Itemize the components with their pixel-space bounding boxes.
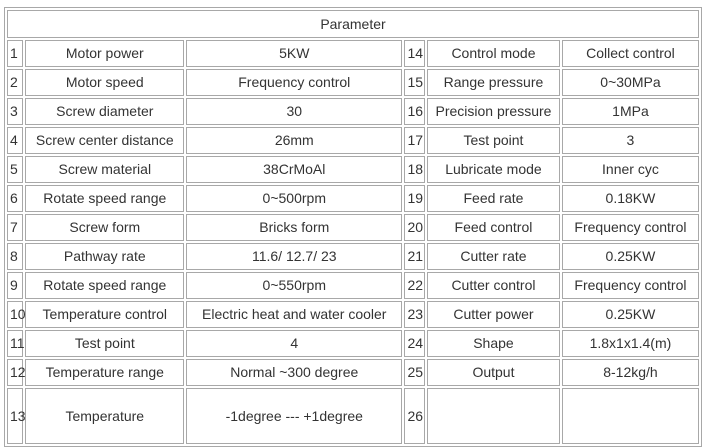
table-row	[7, 272, 699, 299]
param-label-left: Screw material	[25, 156, 184, 183]
param-value-left: Normal ~300 degree	[186, 359, 402, 386]
param-value-left: Electric heat and water cooler	[186, 301, 402, 328]
param-value-right: 0.18KW	[562, 185, 699, 212]
param-value-right: Inner cyc	[562, 156, 699, 183]
row-number-left: 3	[7, 98, 23, 125]
param-label-right: Feed rate	[427, 185, 560, 212]
table-row	[7, 127, 699, 154]
row-number-right: 25	[404, 359, 425, 386]
param-label-left: Screw form	[25, 214, 184, 241]
param-label-left: Motor speed	[25, 69, 184, 96]
param-value-right: 0~30MPa	[562, 69, 699, 96]
row-number-left: 6	[7, 185, 23, 212]
parameter-table	[4, 7, 702, 447]
param-value-left: 5KW	[186, 40, 402, 67]
param-value-left: 30	[186, 98, 402, 125]
table-row	[7, 156, 699, 183]
param-value-left: 0~550rpm	[186, 272, 402, 299]
param-label-right: Range pressure	[427, 69, 560, 96]
param-label-left: Pathway rate	[25, 243, 184, 270]
table-row	[7, 243, 699, 270]
row-number-right: 16	[404, 98, 425, 125]
table-row	[7, 214, 699, 241]
row-number-left: 7	[7, 214, 23, 241]
param-value-left: 26mm	[186, 127, 402, 154]
table-row	[7, 359, 699, 386]
param-value-left: 11.6/ 12.7/ 23	[186, 243, 402, 270]
param-value-right: 3	[562, 127, 699, 154]
param-label-right: Test point	[427, 127, 560, 154]
param-value-left: Bricks form	[186, 214, 402, 241]
param-label-left: Rotate speed range	[25, 185, 184, 212]
param-label-right: Output	[427, 359, 560, 386]
row-number-right: 21	[404, 243, 425, 270]
table-row	[7, 98, 699, 125]
param-value-right: Collect control	[562, 40, 699, 67]
row-number-right: 26	[404, 388, 425, 444]
row-number-right: 18	[404, 156, 425, 183]
row-number-right: 17	[404, 127, 425, 154]
param-value-right: Frequency control	[562, 272, 699, 299]
row-number-left: 12	[7, 359, 23, 386]
param-value-right	[562, 388, 699, 444]
param-label-right: Feed control	[427, 214, 560, 241]
row-number-right: 20	[404, 214, 425, 241]
row-number-left: 11	[7, 330, 23, 357]
row-number-left: 8	[7, 243, 23, 270]
row-number-right: 14	[404, 40, 425, 67]
table-row	[7, 40, 699, 67]
param-value-right: 1MPa	[562, 98, 699, 125]
row-number-right: 15	[404, 69, 425, 96]
row-number-left: 4	[7, 127, 23, 154]
param-value-left: 38CrMoAl	[186, 156, 402, 183]
param-value-right: 8-12kg/h	[562, 359, 699, 386]
param-label-right: Cutter power	[427, 301, 560, 328]
table-row	[7, 330, 699, 357]
table-row	[7, 301, 699, 328]
param-label-right: Control mode	[427, 40, 560, 67]
param-value-left: -1degree --- +1degree	[186, 388, 402, 444]
row-number-left: 5	[7, 156, 23, 183]
row-number-right: 24	[404, 330, 425, 357]
param-label-left: Screw diameter	[25, 98, 184, 125]
param-label-right: Cutter control	[427, 272, 560, 299]
param-label-right: Lubricate mode	[427, 156, 560, 183]
row-number-right: 23	[404, 301, 425, 328]
param-label-left: Temperature	[25, 388, 184, 444]
table-title: Parameter	[7, 10, 699, 38]
row-number-left: 1	[7, 40, 23, 67]
param-label-right	[427, 388, 560, 444]
param-value-right: 0.25KW	[562, 301, 699, 328]
param-label-left: Temperature control	[25, 301, 184, 328]
param-value-right: 0.25KW	[562, 243, 699, 270]
row-number-right: 19	[404, 185, 425, 212]
table-row	[7, 388, 699, 444]
param-label-left: Test point	[25, 330, 184, 357]
row-number-left: 9	[7, 272, 23, 299]
row-number-left: 2	[7, 69, 23, 96]
table-title-row	[7, 10, 699, 38]
param-value-right: Frequency control	[562, 214, 699, 241]
param-label-right: Precision pressure	[427, 98, 560, 125]
parameter-table-container	[4, 7, 702, 447]
param-label-left: Motor power	[25, 40, 184, 67]
table-row	[7, 69, 699, 96]
table-row	[7, 185, 699, 212]
param-value-left: 4	[186, 330, 402, 357]
row-number-right: 22	[404, 272, 425, 299]
param-label-right: Shape	[427, 330, 560, 357]
param-label-right: Cutter rate	[427, 243, 560, 270]
param-value-left: Frequency control	[186, 69, 402, 96]
param-label-left: Rotate speed range	[25, 272, 184, 299]
row-number-left: 10	[7, 301, 23, 328]
row-number-left: 13	[7, 388, 23, 444]
param-label-left: Screw center distance	[25, 127, 184, 154]
param-label-left: Temperature range	[25, 359, 184, 386]
param-value-right: 1.8x1x1.4(m)	[562, 330, 699, 357]
param-value-left: 0~500rpm	[186, 185, 402, 212]
